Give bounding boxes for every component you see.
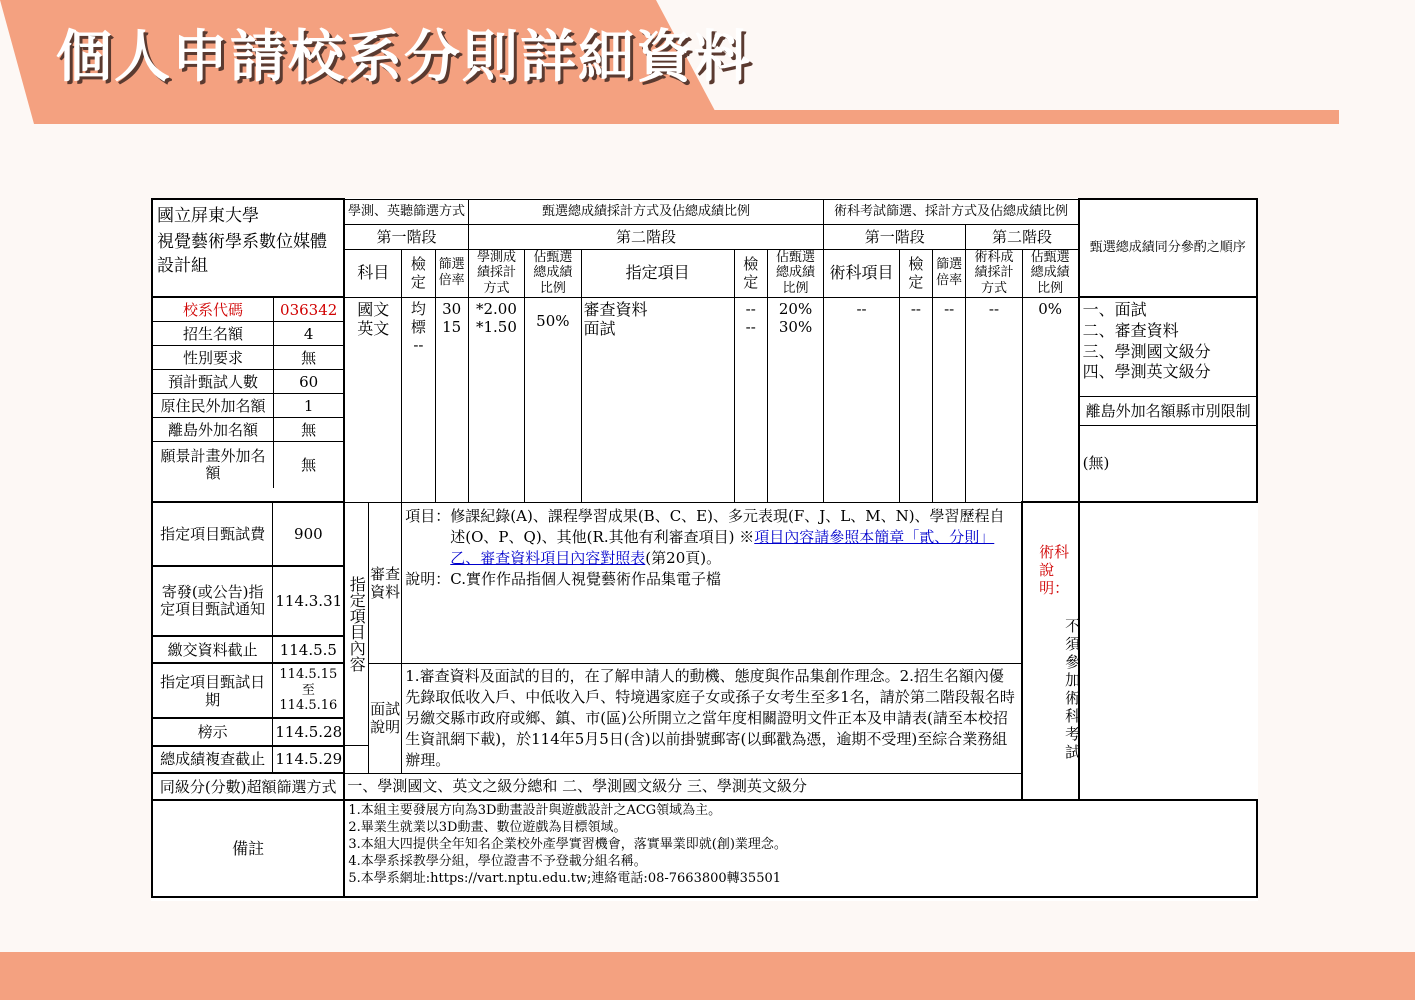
review-table-link[interactable]: 項目內容請參照本簡章「貳、分則」乙、審查資料項目內容對照表 xyxy=(450,527,995,567)
lower-label: 榜示 xyxy=(152,718,273,746)
info-label: 原住民外加名額 xyxy=(153,394,274,418)
stage2-method: *1.50 xyxy=(475,317,517,336)
review-note-mark: ※ xyxy=(739,527,755,546)
tie-breaker-item: 三、學測國文級分 xyxy=(1082,341,1211,361)
art-item: -- xyxy=(824,297,900,502)
header-tie-order: 甄選總成績同分參酌之順序 xyxy=(1079,199,1257,297)
interview-label: 面試說明 xyxy=(369,663,402,773)
stage1-check: 均標 xyxy=(410,299,426,336)
stage2-item: 面試 xyxy=(583,318,616,338)
stage1-subject: 英文 xyxy=(357,318,390,338)
info-label: 預計甄試人數 xyxy=(153,370,274,394)
art-note-text: 不須參加術科考試 xyxy=(1065,617,1081,761)
header-subject: 科目 xyxy=(344,249,401,297)
info-value: 無 xyxy=(274,346,344,370)
header-exam-method: 學測成績採計方式 xyxy=(468,249,524,297)
tie-breaker-item: 四、學測英文級分 xyxy=(1082,362,1211,382)
info-label: 離島外加名額 xyxy=(153,418,274,442)
header-art-pct: 佔甄選總成績比例 xyxy=(1022,249,1078,297)
art-method: -- xyxy=(966,297,1022,502)
stage1-ratio: 30 xyxy=(442,299,462,318)
info-label: 招生名額 xyxy=(153,322,274,346)
remark-line: 2.畢業生就業以3D動畫、數位遊戲為目標領域。 xyxy=(348,819,627,835)
header-exam-screen: 學測、英聽篩選方式 xyxy=(344,199,468,224)
lower-label: 繳交資料截止 xyxy=(152,636,273,663)
title-underline-bar xyxy=(34,110,1339,124)
header-check: 檢定 xyxy=(402,249,435,297)
lower-label: 寄發(或公告)指定項目甄試通知 xyxy=(152,566,273,636)
tie-screen-text: 一、學測國文、英文之級分總和 二、學測國文級分 三、學測英文級分 xyxy=(344,773,1078,800)
header-score-method: 甄選總成績採計方式及佔總成績比例 xyxy=(468,199,824,224)
info-value: 無 xyxy=(274,442,344,488)
info-value: 60 xyxy=(274,370,344,394)
header-pct-total: 佔甄選總成績比例 xyxy=(525,249,581,297)
art-note-label: 術科說明： xyxy=(1039,543,1070,597)
lower-value: 114.5.28 xyxy=(273,718,345,746)
info-value: 4 xyxy=(274,322,344,346)
admission-detail-document xyxy=(151,198,1258,901)
review-label: 審查資料 xyxy=(369,502,402,663)
remark-line: 4.本學系採教學分組，學位證書不予登載分組名稱。 xyxy=(348,853,647,869)
remark-line: 3.本組大四提供全年知名企業校外產學實習機會，落實畢業即就(創)業理念。 xyxy=(348,836,787,852)
header-art-screen: 篩選倍率 xyxy=(933,249,966,297)
header-art-method: 術科成績採計方式 xyxy=(966,249,1022,297)
designated-content-label: 指定項目內容 xyxy=(347,575,367,672)
header-art-stage2: 第二階段 xyxy=(966,224,1079,249)
stage2-item-pct: 30% xyxy=(778,317,813,336)
header-art-exam: 術科考試篩選、採計方式及佔總成績比例 xyxy=(824,199,1079,224)
art-pct: 0% xyxy=(1022,297,1078,502)
lower-value: 114.5.5 xyxy=(273,636,345,663)
remarks-label: 備註 xyxy=(152,800,344,897)
basic-info-table xyxy=(153,298,343,488)
lower-label: 總成績複查截止 xyxy=(152,746,273,774)
info-value: 無 xyxy=(274,418,344,442)
lower-value: 114.5.29 xyxy=(273,746,345,774)
department-name: 視覺藝術學系數位媒體設計組 xyxy=(157,231,327,277)
remark-line: 1.本組主要發展方向為3D動畫設計與遊戲設計之ACG領域為主。 xyxy=(348,803,722,818)
school-name: 國立屏東大學 xyxy=(157,206,259,226)
tie-screen-label: 同級分(分數)超額篩選方式 xyxy=(152,773,344,800)
footer-bar xyxy=(0,952,1415,1000)
stage1-check: -- xyxy=(413,335,424,354)
lower-label: 指定項目甄試費 xyxy=(152,502,273,566)
stage1-ratio: 15 xyxy=(442,317,462,336)
island-limit-value: (無) xyxy=(1082,454,1110,472)
header-screen-ratio: 篩選倍率 xyxy=(435,249,468,297)
stage2-item-check: -- xyxy=(745,317,756,336)
info-value-code: 036342 xyxy=(274,298,344,322)
lower-value: 900 xyxy=(273,502,345,566)
lower-value: 114.5.15 至 114.5.16 xyxy=(273,663,345,718)
info-value: 1 xyxy=(274,394,344,418)
lower-value: 114.3.31 xyxy=(273,566,345,636)
header-designated: 指定項目 xyxy=(581,249,734,297)
header-art-check: 檢定 xyxy=(899,249,932,297)
header-stage1: 第一階段 xyxy=(344,224,468,249)
page-title: 個人申請校系分則詳細資料 xyxy=(56,25,752,90)
stage2-exam-pct: 50% xyxy=(525,297,581,502)
admission-table xyxy=(151,198,1258,898)
header-pct-total2: 佔甄選總成績比例 xyxy=(767,249,823,297)
header-stage2: 第二階段 xyxy=(468,224,824,249)
lower-label: 指定項目甄試日期 xyxy=(152,663,273,718)
stage2-item-pct: 20% xyxy=(778,299,813,318)
header-art-stage1: 第一階段 xyxy=(824,224,966,249)
review-description: 說明：C.實作作品指個人視覺藝術作品集電子檔 xyxy=(405,569,721,588)
art-screen: -- xyxy=(933,297,966,502)
review-items: 項目： 修課紀錄(A)、課程學習成果(B、C、E)、多元表現(F、J、L、M、N)、學習歷程自述(O、P、Q)、其他(R.其他有利審查項目) ※項目內容請參照本簡章「貳、分則」乙、審查資料項目內容對照表(第20頁)。 xyxy=(405,506,1005,567)
interview-text: 1.審查資料及面試的目的，在了解申請人的動機、態度與作品集創作理念。2.招生名額內優先錄取低收入戶、中低收入戶、特境遇家庭子女或孫子女考生至多1名，請於第二階段報名時另繳交縣市政府或鄉、鎮、市(區)公所開立之當年度相關證明文件正本及申請表(請至本校招生資訊網下載)，於114年5月5日(含)以前掛號郵寄(以郵戳為憑，逾期不受理)至綜合業務組辦理。 xyxy=(402,663,1022,773)
stage2-item: 審查資料 xyxy=(583,299,648,319)
stage2-method: *2.00 xyxy=(475,299,517,318)
remark-line: 5.本學系網址:https://vart.nptu.edu.tw;連絡電話:08-7663800轉35501 xyxy=(348,870,782,886)
header-designated-check: 檢定 xyxy=(734,249,767,297)
info-label: 願景計畫外加名額 xyxy=(153,442,274,488)
island-limit-label: 離島外加名額縣市別限制 xyxy=(1080,396,1256,426)
tie-breaker-item: 一、面試 xyxy=(1082,300,1147,319)
info-label: 性別要求 xyxy=(153,346,274,370)
stage1-subject: 國文 xyxy=(357,299,390,319)
tie-breaker-item: 二、審查資料 xyxy=(1082,320,1179,340)
stage2-item-check: -- xyxy=(745,299,756,318)
review-items-text: 修課紀錄(A)、課程學習成果(B、C、E)、多元表現(F、J、L、M、N)、學習歷程自述(O、P、Q)、其他(R.其他有利審查項目) xyxy=(450,506,1005,546)
art-check: -- xyxy=(899,297,932,502)
info-label-code: 校系代碼 xyxy=(153,298,274,322)
review-page: (第20頁)。 xyxy=(645,548,722,567)
header-art-item: 術科項目 xyxy=(824,249,900,297)
